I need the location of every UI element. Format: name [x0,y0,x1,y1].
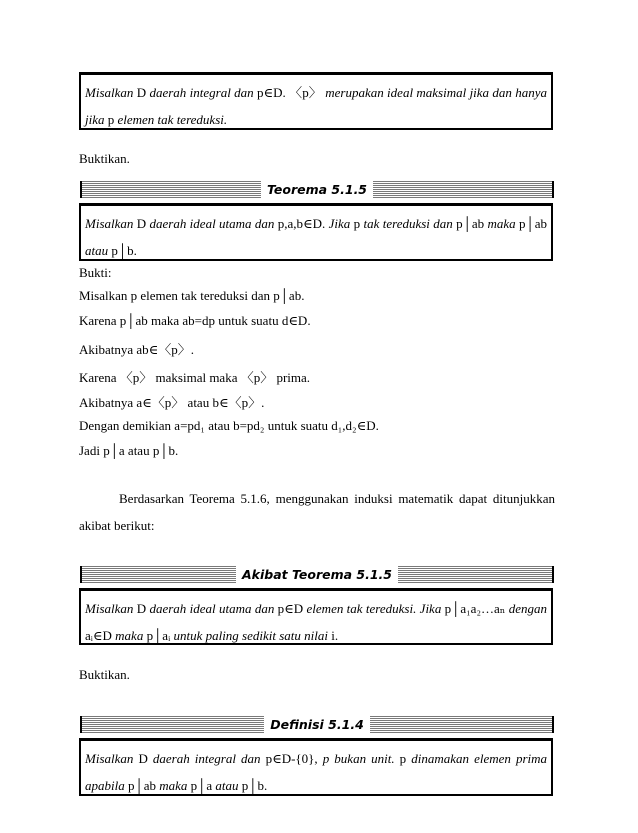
text-segment: D [136,216,147,231]
definisi-514-title: Definisi 5.1.4 [264,716,370,733]
proof-line: Misalkan p elemen tak tereduksi dan p│ab. [79,288,305,303]
text-segment: aᵢ∈D [85,628,112,643]
text-segment: p│b. [241,778,268,793]
definisi-514-header [80,716,554,733]
akibat-515-statement [85,601,547,643]
text-segment: p│ab [456,216,485,231]
teorema-515-header [80,181,554,198]
definisi-514-statement [85,751,547,793]
text-segment: daerah integral dan [146,85,257,100]
proof-line: Dengan demikian a=pd₁ atau b=pd₂ untuk suatu d₁,d₂∈D. [79,418,379,433]
text-segment: atau [212,778,242,793]
text-segment: maka [484,216,519,231]
text-segment: maka [155,778,191,793]
text-segment: p│a₁a₂…aₙ [444,601,506,616]
akibat-515-title: Akibat Teorema 5.1.5 [236,566,398,583]
text-segment: p│ab [127,778,156,793]
text-segment: p│ab [519,216,547,231]
text-segment: Jika [325,216,354,231]
akibat-515-box [79,588,553,645]
akibat-515-header [80,566,554,583]
teorema-515-title: Teorema 5.1.5 [261,181,373,198]
proof-line: Akibatnya a∈〈p〉 atau b∈〈p〉. [79,395,265,410]
proof-line: Karena 〈p〉 maksimal maka 〈p〉 prima. [79,370,311,385]
body-paragraph [79,485,555,539]
text-segment: elemen tak tereduksi. Jika [303,601,445,616]
text-segment: dinamakan elemen prima apabila [85,751,547,793]
text-segment: D [136,85,147,100]
theorem-statement [85,85,547,127]
teorema-515-statement [85,216,547,258]
text-segment: maka [111,628,147,643]
text-segment: p [399,751,407,766]
buktikan-label: Buktikan. [79,151,130,166]
text-segment: p bukan unit. [317,751,400,766]
text-segment: Misalkan [85,85,137,100]
teorema-515-box [79,203,553,261]
text-segment: atau [85,243,112,258]
text-segment: p [353,216,361,231]
text-segment: daerah ideal utama dan [146,216,278,231]
text-segment: p∈D. 〈p〉 [257,85,322,100]
text-segment: p [107,112,115,127]
text-segment: p│aᵢ [146,628,171,643]
body-paragraph-text: Berdasarkan Teorema 5.1.6, menggunakan induksi matematik dapat ditunjukkan akibat berikut: [79,491,555,533]
proof-line: Akibatnya ab∈〈p〉. [79,342,195,357]
text-segment: p│b. [111,243,137,258]
text-segment: dengan [505,601,548,616]
text-segment: i. [331,628,339,643]
proof-line: Bukti: [79,265,112,280]
text-segment: untuk paling sedikit satu nilai [170,628,332,643]
text-segment: D [136,601,147,616]
text-segment: Misalkan [85,216,137,231]
theorem-box-top [79,72,553,130]
proof-line: Jadi p│a atau p│b. [79,443,179,458]
text-segment: merupakan ideal maksimal jika dan hanya jika [85,85,548,127]
text-segment: Misalkan [85,601,137,616]
proof-line: Karena p│ab maka ab=dp untuk suatu d∈D. [79,313,311,328]
text-segment: tak tereduksi dan [360,216,457,231]
text-segment: p∈D [277,601,304,616]
text-segment: daerah ideal utama dan [146,601,278,616]
text-segment: p,a,b∈D. [277,216,326,231]
text-segment: D [138,751,148,766]
definisi-514-box [79,738,553,796]
text-segment: elemen tak tereduksi. [114,112,228,127]
text-segment: p│a [190,778,213,793]
text-segment: daerah integral dan [147,751,266,766]
buktikan-label-2: Buktikan. [79,667,130,682]
text-segment: Misalkan [85,751,139,766]
text-segment: p∈D-{0}, [265,751,318,766]
